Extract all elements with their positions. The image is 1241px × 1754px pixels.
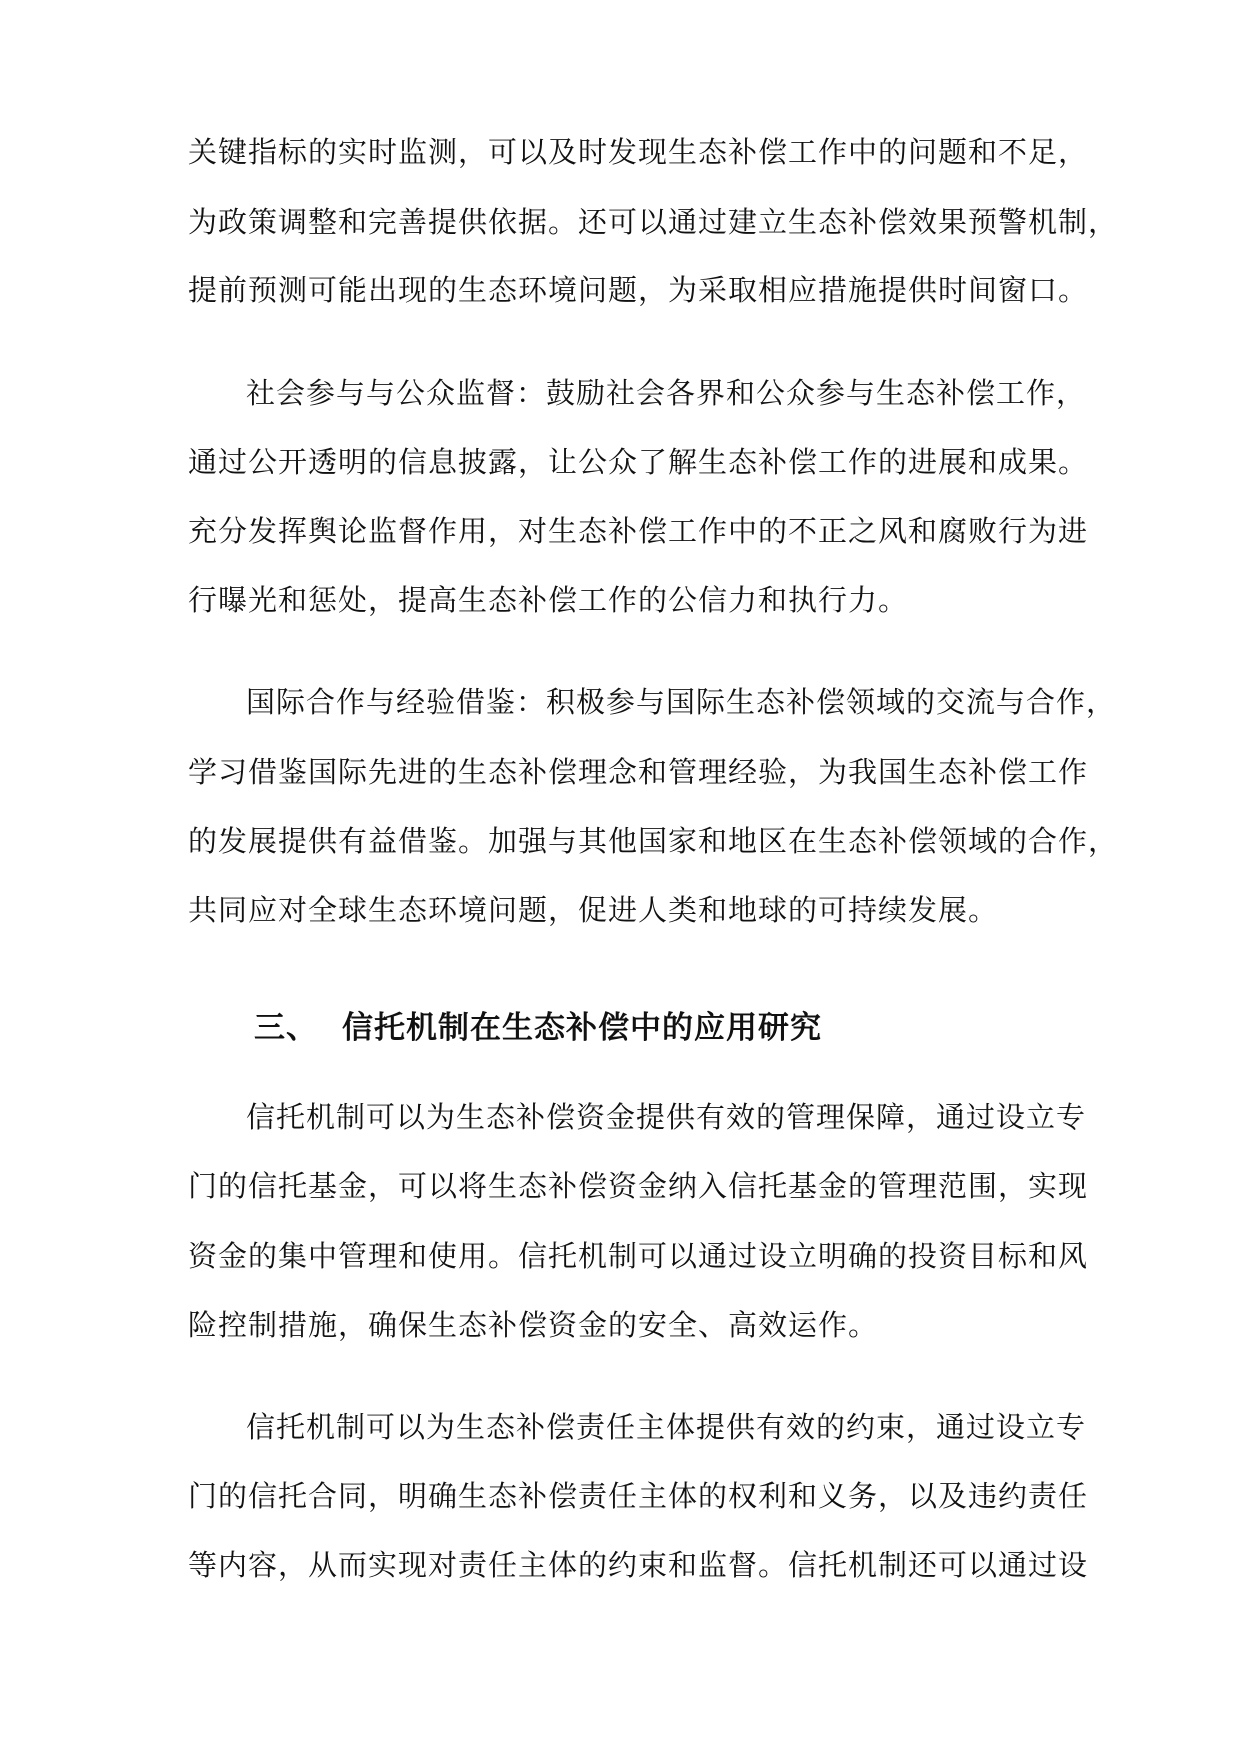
- text-line: 行曝光和惩处，提高生态补偿工作的公信力和执行力。: [188, 583, 909, 617]
- text-line: 门的信托基金，可以将生态补偿资金纳入信托基金的管理范围，实现: [188, 1169, 1089, 1203]
- text-line: 关键指标的实时监测，可以及时发现生态补偿工作中的问题和不足，: [188, 135, 1089, 169]
- text-line: 信托机制可以为生态补偿资金提供有效的管理保障，通过设立专: [246, 1100, 1087, 1134]
- text-line: 信托机制可以为生态补偿责任主体提供有效的约束，通过设立专: [246, 1410, 1087, 1444]
- text-line: 学习借鉴国际先进的生态补偿理念和管理经验，为我国生态补偿工作: [188, 755, 1089, 789]
- text-line: 的发展提供有益借鉴。加强与其他国家和地区在生态补偿领域的合作，: [188, 824, 1119, 858]
- text-line: 通过公开透明的信息披露，让公众了解生态补偿工作的进展和成果。: [188, 445, 1089, 479]
- text-line: 共同应对全球生态环境问题，促进人类和地球的可持续发展。: [188, 893, 999, 927]
- text-line: 门的信托合同，明确生态补偿责任主体的权利和义务，以及违约责任: [188, 1479, 1089, 1513]
- section-title: 信托机制在生态补偿中的应用研究: [342, 1010, 822, 1046]
- section-number: 三、: [254, 1010, 318, 1046]
- text-line: 国际合作与经验借鉴：积极参与国际生态补偿领域的交流与合作，: [246, 685, 1117, 719]
- text-line: 资金的集中管理和使用。信托机制可以通过设立明确的投资目标和风: [188, 1239, 1089, 1273]
- text-line: 充分发挥舆论监督作用，对生态补偿工作中的不正之风和腐败行为进: [188, 514, 1089, 548]
- text-line: 险控制措施，确保生态补偿资金的安全、高效运作。: [188, 1308, 879, 1342]
- text-line: 为政策调整和完善提供依据。还可以通过建立生态补偿效果预警机制，: [188, 205, 1119, 239]
- text-line: 等内容，从而实现对责任主体的约束和监督。信托机制还可以通过设: [188, 1548, 1089, 1582]
- text-line: 社会参与与公众监督：鼓励社会各界和公众参与生态补偿工作，: [246, 376, 1087, 410]
- text-line: 提前预测可能出现的生态环境问题，为采取相应措施提供时间窗口。: [188, 273, 1089, 307]
- section-heading: [254, 1006, 822, 1050]
